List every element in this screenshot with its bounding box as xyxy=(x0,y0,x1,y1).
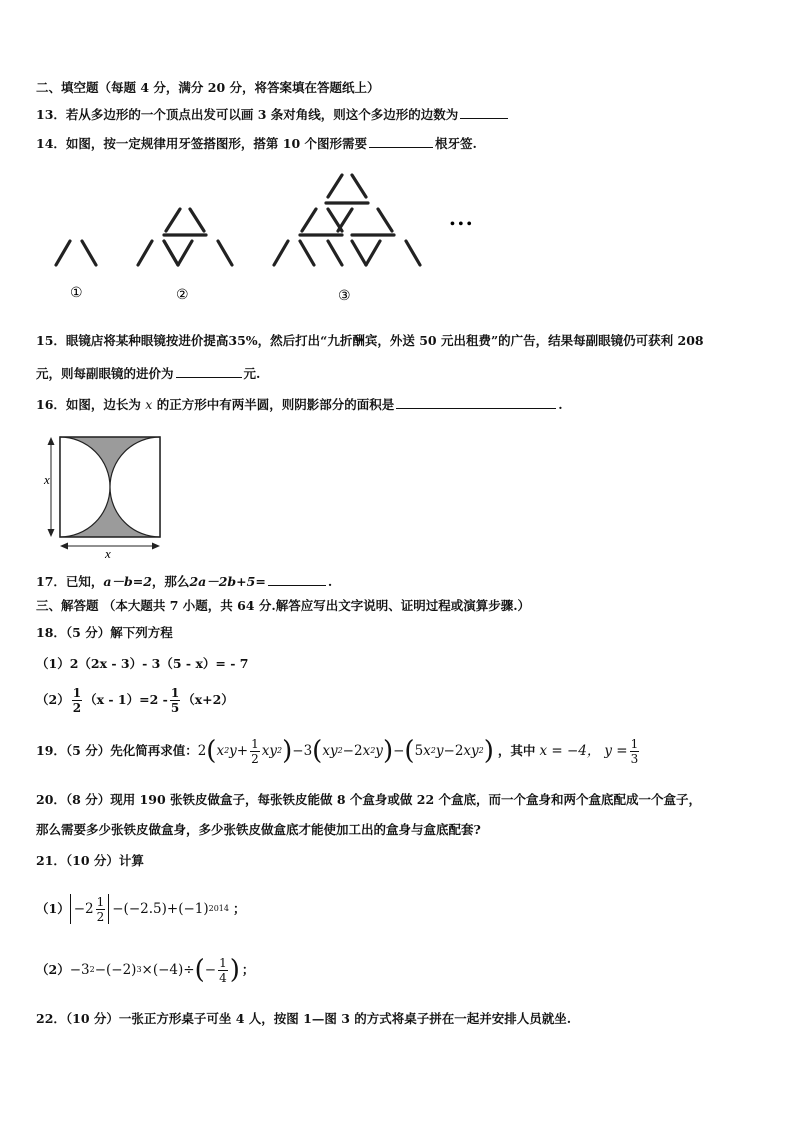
question-17-end: . xyxy=(327,574,333,589)
question-18-part-1: （1）2（2x - 3）- 3（5 - x）= - 7 xyxy=(36,656,249,671)
section-3-heading: 三、解答题 （本大题共 7 小题，共 64 分.解答应写出文字说明、证明过程或演算步骤.） xyxy=(36,598,531,613)
part-1-tail: ； xyxy=(232,901,246,916)
fraction-one-half xyxy=(72,686,82,715)
question-16-end: . xyxy=(558,397,563,412)
question-19-where: ，其中 xyxy=(497,743,536,758)
question-19 xyxy=(36,733,641,769)
simplify-expression: 2 ( x 2 y+ $\frac{1}{2}$ xy 2 ) −3 ( xy 2 − 2 x 2 y ) − ( 5 x 2 y− 2 xy 2 ) xyxy=(197,736,494,766)
part-2-tail: ； xyxy=(241,962,255,977)
question-13 xyxy=(36,106,510,123)
side-length-label: x xyxy=(44,472,50,487)
answer-blank-15[interactable] xyxy=(176,365,242,378)
question-20-line-2: 那么需要多少张铁皮做盒身，多少张铁皮做盒底才能使加工出的盒身与盒底配套? xyxy=(36,822,481,837)
bottom-length-label: x xyxy=(105,546,111,560)
fraction-numerator: 1 xyxy=(72,685,82,700)
question-16-text: 16．如图，边长为 xyxy=(36,397,141,412)
part-2-lead: （2） xyxy=(36,962,70,977)
figure-3-label: ③ xyxy=(338,289,351,304)
fraction-denominator: 2 xyxy=(72,700,82,715)
part-1-lead: （1） xyxy=(36,901,70,916)
question-17-text: 17．已知， xyxy=(36,574,104,589)
part-2-tail: （x+2） xyxy=(182,692,234,707)
question-15-line-1: 15．眼镜店将某种眼镜按进价提高35%，然后打出“九折酬宾，外送 50 元出租费”的广告，结果每副眼镜仍可获利 208 xyxy=(36,333,704,348)
given-expression: a－b=2 xyxy=(103,574,152,589)
question-13-text: 13．若从多边形的一个顶点出发可以画 3 条对角线，则这个多边形的边数为 xyxy=(36,107,459,122)
y-value-label: y = xyxy=(604,743,628,759)
answer-blank-14[interactable] xyxy=(369,135,433,148)
question-17-mid: ，那么 xyxy=(151,574,190,589)
variable-x: x xyxy=(145,397,153,412)
figure-1-toothpicks xyxy=(56,241,96,265)
continuation-dots: • • • xyxy=(450,217,472,232)
fraction-numerator: 1 xyxy=(170,685,180,700)
part-2-middle: （x - 1）=2 - xyxy=(84,692,168,707)
question-15-line-2 xyxy=(36,365,260,382)
toothpick-figure xyxy=(0,165,794,325)
answer-blank-16[interactable] xyxy=(396,396,556,409)
target-expression: 2a－2b+5= xyxy=(189,574,266,589)
question-18: 18．（5 分）解下列方程 xyxy=(36,625,173,640)
fraction-numerator: 1 xyxy=(630,736,639,751)
question-22: 22．（10 分）一张正方形桌子可坐 4 人，按图 1—图 3 的方式将桌子拼在一起并安排人员就坐. xyxy=(36,1011,572,1026)
calc-expression-1: −2 $\frac{1}{2}$ −(−2.5)+(−1) 2014 xyxy=(70,894,229,924)
figure-1-label: ① xyxy=(70,286,83,301)
question-15-text: 元，则每副眼镜的进价为 xyxy=(36,366,174,381)
question-21-part-2 xyxy=(36,950,254,990)
y-value-fraction xyxy=(630,737,640,766)
fraction-denominator: 5 xyxy=(170,700,180,715)
question-17 xyxy=(36,573,332,590)
question-20-line-1: 20．（8 分）现用 190 张铁皮做盒子，每张铁皮能做 8 个盒身或做 22 个盒底，而一个盒身和两个盒底配成一个盒子， xyxy=(36,792,701,807)
square-semicircle-figure xyxy=(36,430,176,560)
question-16 xyxy=(36,396,563,413)
answer-blank-13[interactable] xyxy=(460,106,508,119)
question-14-tail: 根牙签. xyxy=(435,136,477,151)
section-2-heading: 二、填空题（每题 4 分，满分 20 分，将答案填在答题纸上） xyxy=(36,80,380,95)
question-16-text-2: 的正方形中有两半圆，则阴影部分的面积是 xyxy=(156,397,395,412)
calc-expression-2: −3 2 −(−2) 3 ×(−4)÷ ( − $\frac{1}{4}$ ) xyxy=(69,955,240,985)
question-14 xyxy=(36,135,477,152)
part-2-lead: （2） xyxy=(36,692,70,707)
answer-blank-17[interactable] xyxy=(268,573,326,586)
figure-2-label: ② xyxy=(176,288,189,303)
fraction-one-fifth xyxy=(170,686,180,715)
question-18-part-2 xyxy=(36,683,234,717)
question-14-text: 14．如图，按一定规律用牙签搭图形，搭第 10 个图形需要 xyxy=(36,136,367,151)
question-21: 21．（10 分）计算 xyxy=(36,853,144,868)
fraction-denominator: 3 xyxy=(630,751,639,766)
x-value: x = −4， xyxy=(539,743,601,759)
figure-3-toothpicks xyxy=(274,175,420,265)
figure-2-toothpicks xyxy=(138,209,232,265)
question-15-tail: 元. xyxy=(243,366,261,381)
question-19-text: 19．（5 分）先化简再求值： xyxy=(36,743,198,758)
question-21-part-1 xyxy=(36,891,246,927)
